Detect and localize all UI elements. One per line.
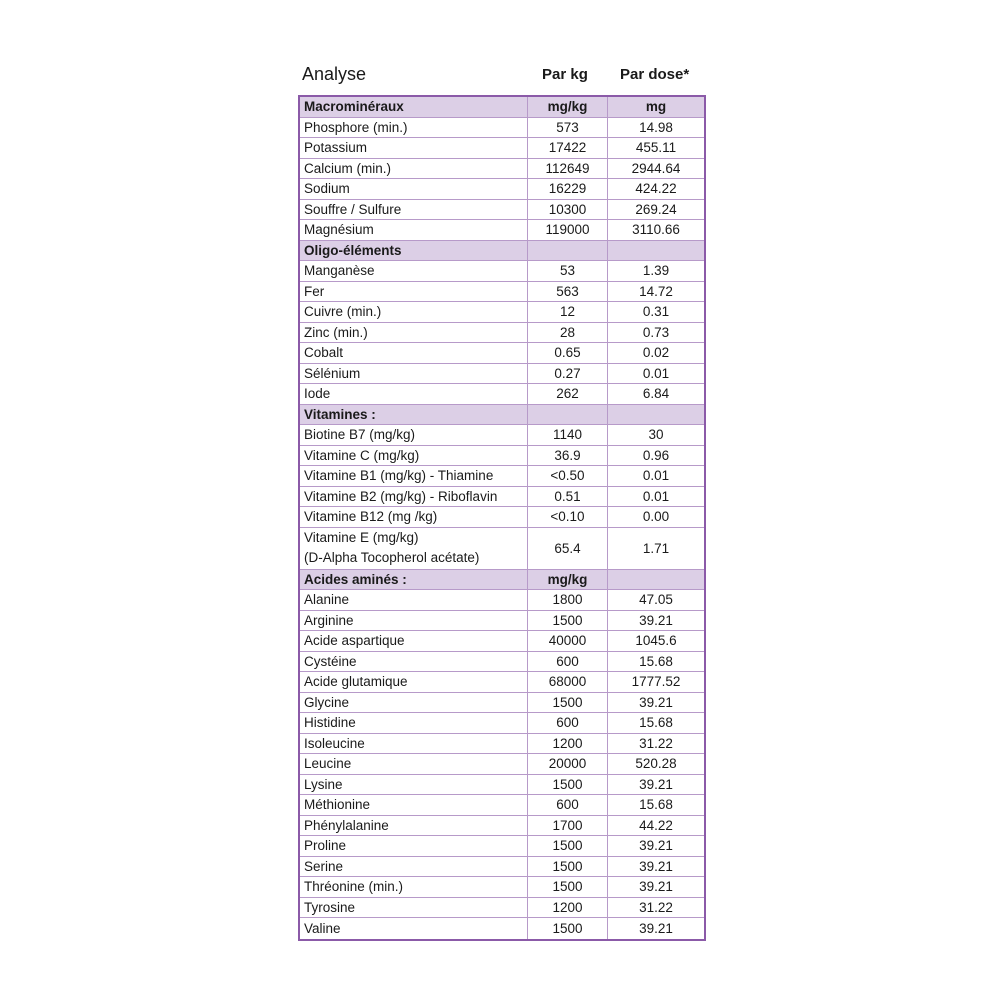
value-per-kg: 16229	[528, 179, 608, 199]
value-per-dose: 15.68	[639, 653, 673, 669]
value-per-dose: 0.00	[642, 509, 670, 525]
nutrient-name: Histidine	[300, 713, 528, 733]
nutrient-name: Vitamine B1 (mg/kg) - Thiamine	[300, 466, 528, 486]
value-per-dose: 269.24	[635, 201, 677, 217]
value-per-dose: 14.72	[639, 283, 673, 299]
nutrient-name: Biotine B7 (mg/kg)	[300, 425, 528, 445]
section-title: Macrominéraux	[300, 97, 528, 117]
value-per-kg: 10300	[528, 200, 608, 220]
table-row	[300, 200, 704, 221]
nutrient-name: Serine	[300, 857, 528, 877]
table-row	[300, 302, 704, 323]
nutrient-name: Magnésium	[300, 220, 528, 240]
nutrient-name: Arginine	[300, 611, 528, 631]
nutrient-name: Tyrosine	[300, 898, 528, 918]
section-header-row	[300, 570, 704, 591]
value-per-kg: 1140	[528, 425, 608, 445]
value-per-kg: 573	[528, 118, 608, 138]
nutrient-name: Alanine	[300, 590, 528, 610]
nutrient-name: Leucine	[300, 754, 528, 774]
nutrient-name: Fer	[300, 282, 528, 302]
value-per-dose: 455.11	[635, 140, 677, 156]
table-row	[300, 118, 704, 139]
table-row	[300, 590, 704, 611]
value-per-kg: 1500	[528, 877, 608, 897]
nutrient-name: Cobalt	[300, 343, 528, 363]
table-row	[300, 754, 704, 775]
value-per-dose: 15.68	[639, 715, 673, 731]
value-per-kg: 1500	[528, 857, 608, 877]
value-per-kg: 262	[528, 384, 608, 404]
value-per-dose: 39.21	[639, 776, 673, 792]
table-row	[300, 364, 704, 385]
nutrient-name: Isoleucine	[300, 734, 528, 754]
table-row	[300, 898, 704, 919]
section-title: Vitamines :	[300, 405, 528, 425]
table-row	[300, 652, 704, 673]
value-per-kg: <0.50	[528, 466, 608, 486]
column-header-per-dose: Par dose*	[620, 66, 690, 83]
value-per-kg: <0.10	[528, 507, 608, 527]
value-per-dose: 47.05	[639, 592, 673, 608]
nutrient-name: Iode	[300, 384, 528, 404]
table-row	[300, 343, 704, 364]
value-per-dose: 39.21	[639, 612, 673, 628]
nutrient-name: Lysine	[300, 775, 528, 795]
table-row	[300, 836, 704, 857]
value-per-kg: 68000	[528, 672, 608, 692]
nutrient-name: Calcium (min.)	[300, 159, 528, 179]
column-header-per-kg: Par kg	[542, 66, 588, 83]
value-per-kg: 20000	[528, 754, 608, 774]
nutrient-name: Vitamine C (mg/kg)	[300, 446, 528, 466]
nutrient-name-line1: Vitamine E (mg/kg)	[304, 530, 419, 545]
value-per-kg: 65.4	[528, 528, 608, 569]
section-unit-per-kg: mg/kg	[528, 570, 608, 590]
nutrient-name: Acide glutamique	[300, 672, 528, 692]
table-row	[300, 877, 704, 898]
value-per-kg: 0.51	[528, 487, 608, 507]
table-row	[300, 220, 704, 241]
nutrient-name: Zinc (min.)	[300, 323, 528, 343]
value-per-dose: 31.22	[639, 735, 673, 751]
value-per-kg: 112649	[528, 159, 608, 179]
value-per-kg: 0.27	[528, 364, 608, 384]
nutrient-name: Proline	[300, 836, 528, 856]
table-row	[300, 816, 704, 837]
value-per-kg: 36.9	[528, 446, 608, 466]
nutrient-name: Phosphore (min.)	[300, 118, 528, 138]
nutrient-name: Sélénium	[300, 364, 528, 384]
value-per-kg: 600	[528, 795, 608, 815]
analysis-title: Analyse	[302, 64, 367, 84]
table-row	[300, 323, 704, 344]
value-per-dose: 39.21	[639, 879, 673, 895]
nutrient-name: Acide aspartique	[300, 631, 528, 651]
table-row	[300, 528, 704, 570]
value-per-kg: 53	[528, 261, 608, 281]
section-title: Acides aminés :	[300, 570, 528, 590]
value-per-dose: 0.01	[642, 365, 670, 381]
nutrient-name: Manganèse	[300, 261, 528, 281]
nutrient-name: Vitamine B12 (mg /kg)	[300, 507, 528, 527]
value-per-dose: 39.21	[639, 858, 673, 874]
value-per-dose: 3110.66	[632, 222, 680, 238]
value-per-kg: 600	[528, 652, 608, 672]
nutrient-name: Sodium	[300, 179, 528, 199]
section-unit-per-kg	[528, 241, 608, 261]
table-row	[300, 507, 704, 528]
table-row	[300, 466, 704, 487]
nutrient-name: Vitamine B2 (mg/kg) - Riboflavin	[300, 487, 528, 507]
value-per-kg: 28	[528, 323, 608, 343]
nutrient-name: Souffre / Sulfure	[300, 200, 528, 220]
table-row	[300, 775, 704, 796]
value-per-kg: 1500	[528, 836, 608, 856]
value-per-kg: 12	[528, 302, 608, 322]
table-row	[300, 446, 704, 467]
table-row	[300, 857, 704, 878]
nutrient-name	[300, 528, 528, 569]
value-per-dose: 1.39	[642, 263, 670, 279]
table-row	[300, 261, 704, 282]
nutrient-name: Phénylalanine	[300, 816, 528, 836]
nutrient-name: Méthionine	[300, 795, 528, 815]
value-per-dose: 0.01	[642, 468, 670, 484]
value-per-kg: 600	[528, 713, 608, 733]
section-header-row	[300, 241, 704, 262]
table-row	[300, 734, 704, 755]
value-per-dose: 0.01	[642, 488, 670, 504]
section-unit-per-dose	[608, 405, 704, 425]
value-per-kg: 1500	[528, 775, 608, 795]
value-per-dose: 0.73	[642, 324, 670, 340]
table-row	[300, 425, 704, 446]
table-row	[300, 631, 704, 652]
value-per-dose: 39.21	[639, 838, 673, 854]
value-per-dose: 0.96	[642, 447, 670, 463]
table-row	[300, 138, 704, 159]
value-per-kg: 1700	[528, 816, 608, 836]
value-per-kg: 40000	[528, 631, 608, 651]
value-per-dose: 0.02	[642, 345, 670, 361]
value-per-kg: 1500	[528, 611, 608, 631]
nutrient-name: Valine	[300, 918, 528, 939]
table-row	[300, 487, 704, 508]
section-unit-per-dose	[608, 570, 704, 590]
table-row	[300, 713, 704, 734]
section-header-row	[300, 97, 704, 118]
section-title: Oligo-éléments	[300, 241, 528, 261]
nutrition-analysis-table	[298, 95, 706, 941]
table-row	[300, 918, 704, 939]
value-per-dose: 39.21	[639, 694, 673, 710]
nutrient-name: Cuivre (min.)	[300, 302, 528, 322]
value-per-kg: 1200	[528, 898, 608, 918]
value-per-dose: 39.21	[639, 920, 673, 936]
value-per-dose: 0.31	[642, 304, 670, 320]
value-per-dose: 520.28	[635, 756, 677, 772]
table-header	[300, 64, 706, 92]
nutrient-name: Glycine	[300, 693, 528, 713]
section-unit-per-dose: mg	[645, 99, 667, 115]
section-unit-per-kg	[528, 405, 608, 425]
value-per-kg: 1200	[528, 734, 608, 754]
value-per-kg: 17422	[528, 138, 608, 158]
value-per-dose: 1045.6	[635, 633, 677, 649]
table-row	[300, 795, 704, 816]
value-per-kg: 563	[528, 282, 608, 302]
section-header-row	[300, 405, 704, 426]
section-unit-per-kg: mg/kg	[528, 97, 608, 117]
value-per-dose: 1777.52	[631, 674, 681, 690]
table-row	[300, 282, 704, 303]
value-per-kg: 1500	[528, 918, 608, 939]
table-row	[300, 179, 704, 200]
nutrient-name: Thréonine (min.)	[300, 877, 528, 897]
value-per-dose: 15.68	[639, 797, 673, 813]
section-unit-per-dose	[608, 241, 704, 261]
value-per-dose: 30	[648, 427, 664, 443]
table-row	[300, 384, 704, 405]
table-row	[300, 693, 704, 714]
value-per-dose: 31.22	[639, 899, 673, 915]
value-per-dose: 6.84	[642, 386, 670, 402]
value-per-kg: 1500	[528, 693, 608, 713]
table-row	[300, 159, 704, 180]
table-row	[300, 672, 704, 693]
value-per-dose: 44.22	[639, 817, 673, 833]
value-per-dose: 14.98	[639, 119, 673, 135]
table-row	[300, 611, 704, 632]
value-per-dose: 424.22	[635, 181, 677, 197]
value-per-kg: 0.65	[528, 343, 608, 363]
nutrient-name: Potassium	[300, 138, 528, 158]
value-per-dose: 1.71	[642, 540, 670, 556]
value-per-kg: 1800	[528, 590, 608, 610]
nutrient-name: Cystéine	[300, 652, 528, 672]
nutrient-name-line2: (D-Alpha Tocopherol acétate)	[304, 550, 480, 565]
value-per-dose: 2944.64	[631, 160, 681, 176]
value-per-kg: 119000	[528, 220, 608, 240]
